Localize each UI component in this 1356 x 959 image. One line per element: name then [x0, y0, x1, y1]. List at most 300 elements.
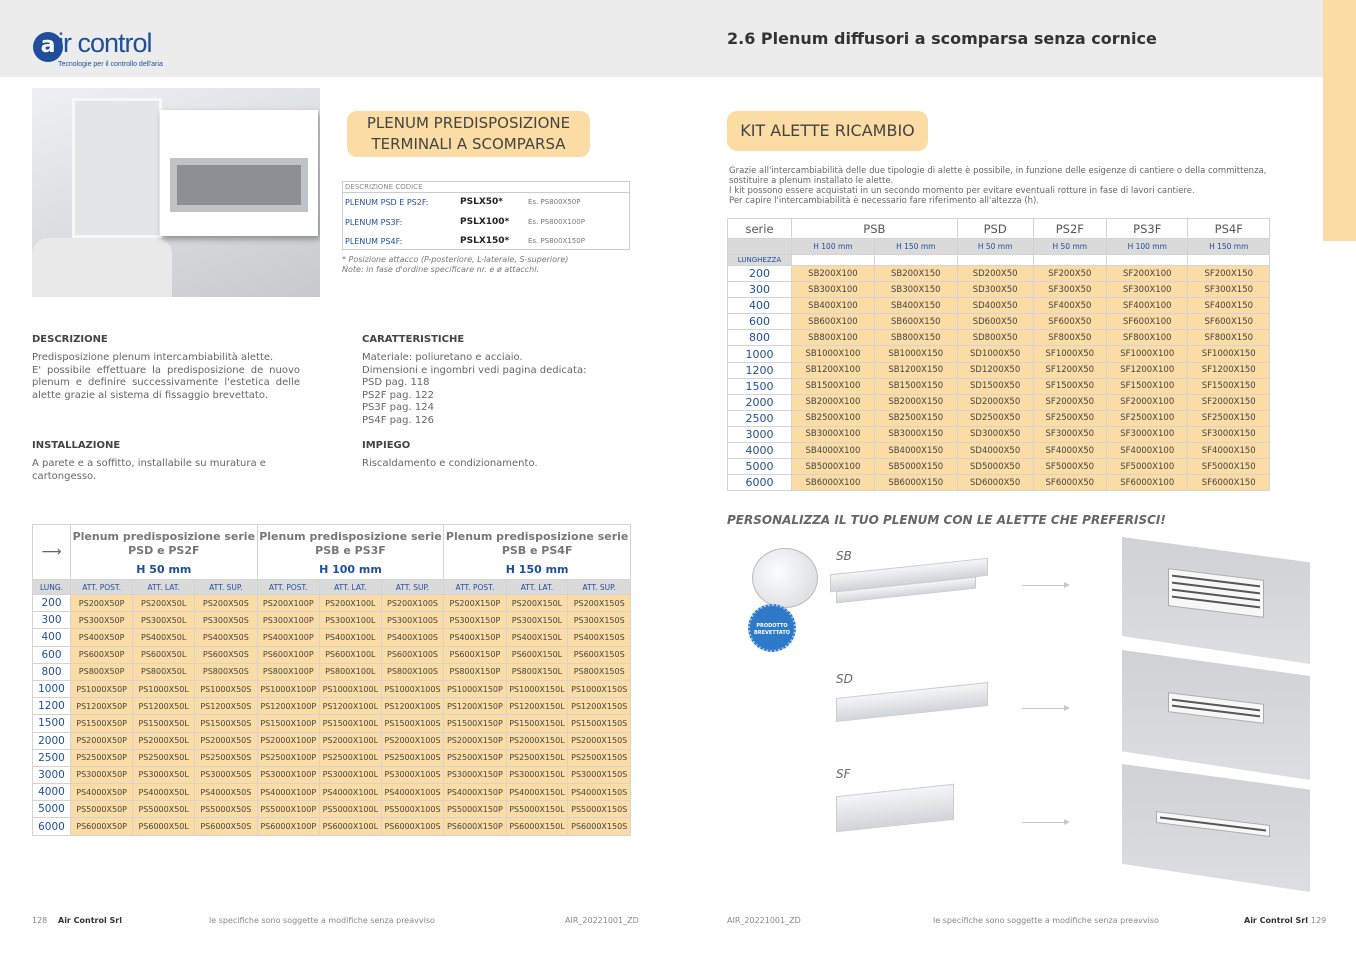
- code-cell: SB400X150: [874, 298, 957, 314]
- code-cell: SF1500X150: [1188, 378, 1270, 394]
- code-cell: PS1500X50S: [195, 715, 258, 732]
- code-desc: PLENUM PS3F:: [345, 217, 403, 227]
- plenum-title-pill: [347, 111, 590, 157]
- code-cell: PS800X150L: [506, 663, 568, 680]
- code-desc: PLENUM PS4F:: [345, 237, 403, 246]
- code-cell: PS1200X50L: [133, 698, 195, 715]
- code-cell: PS1200X100L: [319, 698, 381, 715]
- code-cell: PS400X100L: [319, 629, 381, 646]
- length-cell: 4000: [33, 784, 71, 801]
- code-cell: PS400X150S: [568, 629, 631, 646]
- code-cell: SD1000X50: [957, 346, 1033, 362]
- sub-header-cell: ATT. POST.: [444, 580, 506, 595]
- table-row: [33, 766, 631, 783]
- arrow-icon: [1022, 585, 1068, 586]
- code-cell: SF1000X150: [1188, 346, 1270, 362]
- code-cell: SB6000X150: [874, 475, 957, 491]
- code-example: Es. PS800X50P: [528, 198, 581, 206]
- code-cell: PS2000X50L: [133, 732, 195, 749]
- table-row: [728, 459, 1270, 475]
- length-cell: 6000: [728, 475, 792, 491]
- code-cell: SF200X150: [1188, 266, 1270, 282]
- code-cell: SB2000X150: [874, 394, 957, 410]
- blank-cell: [957, 255, 1033, 266]
- code-cell: PS3000X50L: [133, 766, 195, 783]
- code-cell: PS3000X100L: [319, 766, 381, 783]
- code-cell: PS4000X100L: [319, 784, 381, 801]
- group-line-2: PSB e PS3F: [315, 544, 386, 557]
- length-cell: 1200: [728, 362, 792, 378]
- intro-line: Per capire l'intercambiabilità è necessario fare riferimento all'altezza (h).: [729, 196, 1040, 206]
- code-cell: PS6000X150S: [568, 818, 631, 835]
- sub-header-cell: ATT. LAT.: [319, 580, 381, 595]
- code-value: PSLX150*: [460, 236, 510, 246]
- code-cell: SB800X150: [874, 330, 957, 346]
- series-header: PSB: [792, 219, 958, 239]
- code-cell: SD300X50: [957, 282, 1033, 298]
- table-row: [33, 663, 631, 680]
- code-cell: SB2000X100: [792, 394, 875, 410]
- sub-header-row: [33, 580, 631, 595]
- code-cell: PS2500X150P: [444, 749, 506, 766]
- code-cell: PS300X100S: [381, 612, 444, 629]
- code-cell: PS600X150S: [568, 646, 631, 663]
- descrizione-text: [32, 352, 300, 402]
- code-cell: SD3000X50: [957, 426, 1033, 442]
- code-cell: PS4000X150P: [444, 784, 506, 801]
- length-cell: 300: [728, 282, 792, 298]
- code-desc: PLENUM PSD E PS2F:: [345, 198, 429, 207]
- code-cell: SF300X150: [1188, 282, 1270, 298]
- length-cell: 2500: [33, 749, 71, 766]
- length-label-row: [728, 255, 1270, 266]
- code-cell: PS200X150S: [568, 595, 631, 612]
- code-cell: PS2000X150P: [444, 732, 506, 749]
- code-cell: SB3000X150: [874, 426, 957, 442]
- length-cell: 600: [33, 646, 71, 663]
- code-cell: PS800X50P: [71, 663, 133, 680]
- code-cell: PS300X100P: [257, 612, 319, 629]
- impiego-text: Riscaldamento e condizionamento.: [362, 458, 538, 469]
- footer-page-right: 129: [1311, 916, 1327, 925]
- table-row: [728, 475, 1270, 491]
- blank-cell: [1107, 255, 1188, 266]
- length-cell: 300: [33, 612, 71, 629]
- code-box-header: DESCRIZIONE CODICE: [343, 182, 629, 193]
- length-cell: 3000: [728, 426, 792, 442]
- arrow-icon: [1022, 822, 1068, 823]
- code-cell: SB1500X150: [874, 378, 957, 394]
- group-height: H 150 mm: [505, 563, 569, 576]
- blank-cell: [1188, 255, 1270, 266]
- length-cell: 800: [33, 663, 71, 680]
- code-cell: SD2500X50: [957, 410, 1033, 426]
- code-cell: SF6000X150: [1188, 475, 1270, 491]
- code-cell: PS2000X50P: [71, 732, 133, 749]
- code-cell: SB1200X100: [792, 362, 875, 378]
- code-cell: PS300X150L: [506, 612, 568, 629]
- group-height: H 100 mm: [319, 563, 382, 576]
- code-cell: SB1200X150: [874, 362, 957, 378]
- code-cell: PS800X100P: [257, 663, 319, 680]
- code-cell: PS400X150L: [506, 629, 568, 646]
- code-example: Es. PS800X150P: [528, 237, 585, 245]
- code-cell: PS1200X150S: [568, 698, 631, 715]
- table-row: [33, 680, 631, 697]
- code-cell: SB4000X150: [874, 443, 957, 459]
- code-cell: SF2500X100: [1107, 410, 1188, 426]
- group-line-1: Plenum predisposizione serie: [445, 530, 629, 543]
- code-cell: PS3000X100P: [257, 766, 319, 783]
- code-cell: SB600X150: [874, 314, 957, 330]
- plenum-table: [32, 524, 631, 836]
- code-cell: PS1500X100P: [257, 715, 319, 732]
- code-cell: PS4000X150L: [506, 784, 568, 801]
- kit-intro: [729, 166, 1269, 206]
- blank-cell: [728, 239, 792, 255]
- code-cell: SF1200X100: [1107, 362, 1188, 378]
- code-cell: PS4000X50S: [195, 784, 258, 801]
- kit-title-pill: KIT ALETTE RICAMBIO: [727, 111, 928, 151]
- length-cell: 1000: [33, 680, 71, 697]
- product-photo: [32, 88, 320, 297]
- code-cell: SB200X100: [792, 266, 875, 282]
- length-cell: 2500: [728, 410, 792, 426]
- pill-line-1: PLENUM PREDISPOSIZIONE: [366, 114, 571, 132]
- detail-zoom-image: [752, 548, 818, 608]
- code-cell: PS5000X150P: [444, 801, 506, 818]
- code-cell: SF4000X150: [1188, 443, 1270, 459]
- table-row: [728, 362, 1270, 378]
- code-cell: PS6000X100L: [319, 818, 381, 835]
- table-row: [728, 443, 1270, 459]
- code-cell: PS6000X50P: [71, 818, 133, 835]
- code-cell: PS6000X50L: [133, 818, 195, 835]
- code-cell: SD2000X50: [957, 394, 1033, 410]
- intro-line: I kit possono essere acquistati in un secondo momento per evitare eventuali rotture in fase di lavori cantiere.: [729, 186, 1195, 196]
- code-cell: SF400X150: [1188, 298, 1270, 314]
- code-cell: PS2500X100P: [257, 749, 319, 766]
- group-header: [444, 525, 631, 580]
- installazione-text: A parete e a soffitto, installabile su muratura e cartongesso.: [32, 458, 266, 482]
- code-cell: SF2000X50: [1033, 394, 1106, 410]
- code-cell: PS1500X100S: [381, 715, 444, 732]
- code-cell: PS5000X50S: [195, 801, 258, 818]
- code-cell: PS600X50L: [133, 646, 195, 663]
- code-cell: PS600X100L: [319, 646, 381, 663]
- code-cell: PS5000X100S: [381, 801, 444, 818]
- code-cell: PS200X150L: [506, 595, 568, 612]
- code-cell: PS6000X50S: [195, 818, 258, 835]
- serie-label: serie: [728, 219, 792, 239]
- height-cell: H 150 mm: [874, 239, 957, 255]
- length-cell: 200: [728, 266, 792, 282]
- code-description-box: [342, 181, 630, 250]
- length-cell: 400: [728, 298, 792, 314]
- code-cell: SF3000X100: [1107, 426, 1188, 442]
- code-cell: SF1500X50: [1033, 378, 1106, 394]
- code-cell: SF1200X150: [1188, 362, 1270, 378]
- code-cell: PS4000X100S: [381, 784, 444, 801]
- logo-text: ir control: [58, 28, 152, 58]
- code-cell: PS600X100P: [257, 646, 319, 663]
- table-row: [728, 378, 1270, 394]
- descrizione-line: E' possibile effettuare la predisposizione de nuovo plenum e definire successivamente l'estetica delle alette grazie al sistema di fissaggio brevettato.: [32, 364, 300, 401]
- code-cell: PS800X50L: [133, 663, 195, 680]
- code-cell: PS2000X100S: [381, 732, 444, 749]
- code-cell: PS6000X150P: [444, 818, 506, 835]
- table-row: [728, 314, 1270, 330]
- footer-code-right: AIR_20221001_ZD: [727, 916, 801, 925]
- height-header-row: [728, 239, 1270, 255]
- table-row: [33, 784, 631, 801]
- code-cell: SB300X150: [874, 282, 957, 298]
- code-cell: PS800X100S: [381, 663, 444, 680]
- photo-door: [72, 98, 162, 238]
- code-cell: SB4000X100: [792, 443, 875, 459]
- table-row: [728, 394, 1270, 410]
- code-cell: PS1000X100L: [319, 680, 381, 697]
- code-cell: SF1200X50: [1033, 362, 1106, 378]
- code-cell: SD600X50: [957, 314, 1033, 330]
- group-header: [257, 525, 444, 580]
- sub-header-cell: ATT. LAT.: [506, 580, 568, 595]
- caratteristiche-line: Dimensioni e ingombri vedi pagina dedicata:: [362, 364, 587, 376]
- code-cell: PS3000X150S: [568, 766, 631, 783]
- code-cell: PS200X100L: [319, 595, 381, 612]
- code-cell: SF200X100: [1107, 266, 1188, 282]
- code-cell: SF5000X100: [1107, 459, 1188, 475]
- code-cell: PS300X150P: [444, 612, 506, 629]
- code-cell: PS1000X50S: [195, 680, 258, 697]
- table-row: [33, 612, 631, 629]
- code-cell: PS1000X50P: [71, 680, 133, 697]
- code-cell: PS3000X150L: [506, 766, 568, 783]
- table-row: [33, 715, 631, 732]
- code-example: Es. PS800X100P: [528, 217, 585, 226]
- length-cell: 200: [33, 595, 71, 612]
- code-cell: PS1000X150L: [506, 680, 568, 697]
- code-cell: PS1500X150P: [444, 715, 506, 732]
- code-cell: SF5000X150: [1188, 459, 1270, 475]
- code-cell: PS2500X50L: [133, 749, 195, 766]
- arrow-icon: [1022, 708, 1068, 709]
- code-cell: SB800X100: [792, 330, 875, 346]
- code-cell: SB300X100: [792, 282, 875, 298]
- code-cell: PS800X150S: [568, 663, 631, 680]
- code-cell: PS600X100S: [381, 646, 444, 663]
- code-cell: PS1200X50P: [71, 698, 133, 715]
- sub-header-cell: ATT. POST.: [257, 580, 319, 595]
- code-cell: PS400X100S: [381, 629, 444, 646]
- code-cell: PS1000X50L: [133, 680, 195, 697]
- length-cell: 2000: [728, 394, 792, 410]
- code-cell: PS2000X50S: [195, 732, 258, 749]
- group-height: H 50 mm: [136, 563, 192, 576]
- code-cell: SF2000X100: [1107, 394, 1188, 410]
- sub-header-cell: ATT. POST.: [71, 580, 133, 595]
- length-cell: 1500: [33, 715, 71, 732]
- blank-cell: [792, 255, 875, 266]
- code-cell: PS200X50P: [71, 595, 133, 612]
- code-cell: PS600X150P: [444, 646, 506, 663]
- code-cell: PS3000X100S: [381, 766, 444, 783]
- series-header: PSD: [957, 219, 1033, 239]
- table-row: [728, 298, 1270, 314]
- code-cell: PS1000X100S: [381, 680, 444, 697]
- code-cell: SF6000X100: [1107, 475, 1188, 491]
- code-cell: PS1000X150P: [444, 680, 506, 697]
- table-row: [33, 732, 631, 749]
- sub-header-cell: ATT. LAT.: [133, 580, 195, 595]
- group-line-2: PSD e PS2F: [128, 544, 200, 557]
- code-cell: SF1000X100: [1107, 346, 1188, 362]
- profile-label-sb: SB: [836, 549, 852, 563]
- code-cell: SF2500X50: [1033, 410, 1106, 426]
- code-cell: PS2500X150L: [506, 749, 568, 766]
- code-cell: SF2500X150: [1188, 410, 1270, 426]
- code-cell: SD4000X50: [957, 443, 1033, 459]
- code-cell: PS5000X50L: [133, 801, 195, 818]
- code-cell: PS2500X150S: [568, 749, 631, 766]
- table-row: [728, 282, 1270, 298]
- code-cell: SF600X150: [1188, 314, 1270, 330]
- code-cell: SB2500X150: [874, 410, 957, 426]
- side-tab: [1323, 0, 1356, 241]
- code-cell: SF600X50: [1033, 314, 1106, 330]
- code-cell: PS1500X100L: [319, 715, 381, 732]
- code-cell: PS200X50L: [133, 595, 195, 612]
- code-cell: SD800X50: [957, 330, 1033, 346]
- code-cell: SB1000X100: [792, 346, 875, 362]
- code-cell: PS4000X50P: [71, 784, 133, 801]
- length-cell: 800: [728, 330, 792, 346]
- code-cell: SF300X50: [1033, 282, 1106, 298]
- sd-rail-image: [836, 682, 988, 722]
- profile-label-sf: SF: [836, 767, 851, 781]
- code-cell: PS300X50L: [133, 612, 195, 629]
- code-cell: SF1500X100: [1107, 378, 1188, 394]
- code-cell: PS600X50P: [71, 646, 133, 663]
- code-cell: PS2500X100S: [381, 749, 444, 766]
- length-cell: 5000: [33, 801, 71, 818]
- table-row: [728, 426, 1270, 442]
- code-cell: SD5000X50: [957, 459, 1033, 475]
- group-line-1: Plenum predisposizione serie: [259, 530, 442, 543]
- sf-rail-image: [836, 784, 954, 832]
- code-cell: PS600X150L: [506, 646, 568, 663]
- arrow-icon: ⟶: [33, 525, 71, 580]
- length-cell: 600: [728, 314, 792, 330]
- code-cell: PS3000X150P: [444, 766, 506, 783]
- footer-code-left: AIR_20221001_ZD: [565, 916, 639, 925]
- code-cell: SB2500X100: [792, 410, 875, 426]
- blank-cell: [1033, 255, 1106, 266]
- code-cell: PS1200X100S: [381, 698, 444, 715]
- code-cell: PS300X100L: [319, 612, 381, 629]
- height-cell: H 100 mm: [1107, 239, 1188, 255]
- descrizione-line: Predisposizione plenum intercambiabilità alette.: [32, 352, 274, 363]
- code-cell: PS6000X100S: [381, 818, 444, 835]
- code-value: PSLX100*: [460, 216, 510, 227]
- code-cell: PS400X50S: [195, 629, 258, 646]
- code-cell: PS1000X150S: [568, 680, 631, 697]
- code-cell: PS200X100P: [257, 595, 319, 612]
- installazione-title: INSTALLAZIONE: [32, 440, 121, 451]
- code-cell: PS2000X100P: [257, 732, 319, 749]
- series-header: PS3F: [1107, 219, 1188, 239]
- footer-notice-right: le specifiche sono soggette a modifiche senza preavviso: [933, 916, 1159, 925]
- kit-table-body: [728, 266, 1270, 491]
- code-cell: SF200X50: [1033, 266, 1106, 282]
- code-cell: SB600X100: [792, 314, 875, 330]
- code-cell: PS1500X150S: [568, 715, 631, 732]
- logo-mark: a: [33, 32, 63, 62]
- page-title: 2.6 Plenum diffusori a scomparsa senza cornice: [727, 29, 1157, 48]
- code-cell: PS1000X100P: [257, 680, 319, 697]
- code-cell: PS300X150S: [568, 612, 631, 629]
- code-cell: PS400X100P: [257, 629, 319, 646]
- code-cell: SB5000X150: [874, 459, 957, 475]
- code-cell: SF600X100: [1107, 314, 1188, 330]
- code-cell: PS200X150P: [444, 595, 506, 612]
- code-cell: PS800X150P: [444, 663, 506, 680]
- kit-table: [727, 218, 1270, 491]
- code-cell: PS4000X100P: [257, 784, 319, 801]
- table-row: [728, 410, 1270, 426]
- height-cell: H 50 mm: [957, 239, 1033, 255]
- photo-sofa: [32, 238, 172, 297]
- code-value: PSLX50*: [460, 197, 503, 207]
- table-row: [33, 749, 631, 766]
- descrizione-title: DESCRIZIONE: [32, 334, 108, 345]
- code-cell: PS2000X150S: [568, 732, 631, 749]
- code-cell: PS5000X100P: [257, 801, 319, 818]
- code-cell: PS2000X100L: [319, 732, 381, 749]
- code-cell: PS3000X50S: [195, 766, 258, 783]
- code-cell: SF5000X50: [1033, 459, 1106, 475]
- code-cell: SF800X50: [1033, 330, 1106, 346]
- table-row: [33, 698, 631, 715]
- code-cell: PS1200X100P: [257, 698, 319, 715]
- code-cell: SD1500X50: [957, 378, 1033, 394]
- code-cell: SB3000X100: [792, 426, 875, 442]
- code-cell: PS5000X50P: [71, 801, 133, 818]
- code-cell: SD200X50: [957, 266, 1033, 282]
- code-cell: SF6000X50: [1033, 475, 1106, 491]
- code-cell: PS4000X50L: [133, 784, 195, 801]
- length-cell: 5000: [728, 459, 792, 475]
- logo-tagline: Tecnologie per il controllo dell'aria: [58, 61, 163, 68]
- code-cell: SD1200X50: [957, 362, 1033, 378]
- code-cell: PS300X50P: [71, 612, 133, 629]
- caratteristiche-line: PS4F pag. 126: [362, 414, 434, 426]
- code-cell: PS1500X50L: [133, 715, 195, 732]
- code-cell: PS4000X150S: [568, 784, 631, 801]
- intro-line: Grazie all'intercambiabilità delle due tipologie di alette è possibile, in funzione delle esigenze di cantiere o della committenza, sostituire a plenum installato le alette.: [729, 166, 1267, 186]
- length-cell: 2000: [33, 732, 71, 749]
- code-cell: SF3000X150: [1188, 426, 1270, 442]
- order-note: [342, 255, 568, 275]
- caratteristiche-line: PS3F pag. 124: [362, 402, 434, 413]
- patent-badge: [748, 604, 796, 652]
- profile-label-sd: SD: [836, 672, 853, 686]
- code-cell: SD400X50: [957, 298, 1033, 314]
- group-line-2: PSB e PS4F: [501, 544, 573, 557]
- code-cell: PS200X50S: [195, 595, 258, 612]
- code-cell: SB6000X100: [792, 475, 875, 491]
- code-cell: PS5000X150L: [506, 801, 568, 818]
